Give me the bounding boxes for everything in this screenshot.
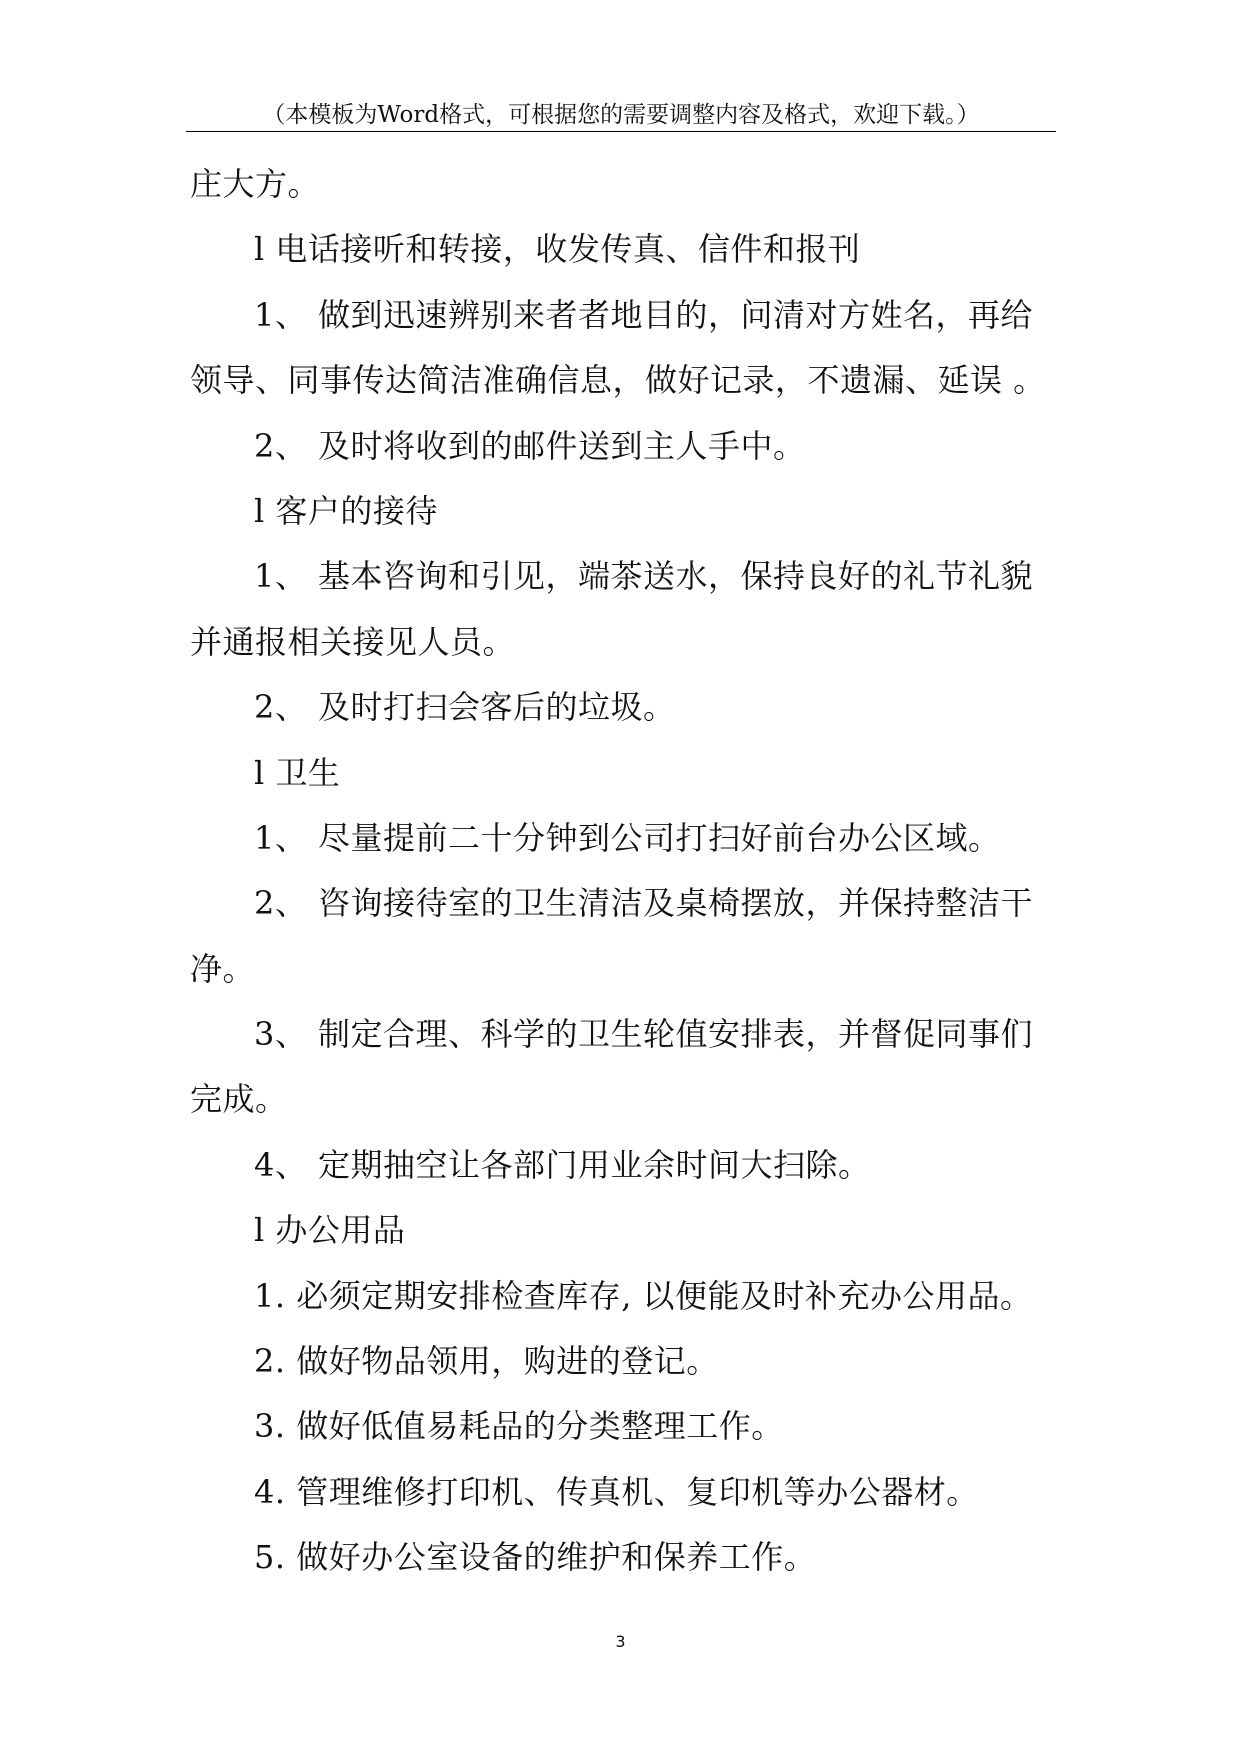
text-line: 1. 必须定期安排检查库存, 以便能及时补充办公用品。: [254, 1276, 1033, 1315]
text-line: 4. 管理维修打印机、传真机、复印机等办公器材。: [254, 1472, 979, 1511]
text-line: 完成。: [190, 1080, 288, 1119]
document-body: [190, 152, 1060, 1591]
text-line: 5. 做好办公室设备的维护和保养工作。: [254, 1538, 817, 1577]
section-heading-hygiene: l 卫生: [254, 753, 341, 792]
text-line: 1、 尽量提前二十分钟到公司打扫好前台办公区域。: [254, 818, 1001, 857]
text-line: 2、 及时打扫会客后的垃圾。: [254, 688, 676, 727]
text-line: 并通报相关接见人员。: [190, 622, 516, 661]
text-line: 庄大方。: [190, 165, 321, 203]
header-divider: [186, 131, 1056, 132]
text-line: 2、 咨询接待室的卫生清洁及桌椅摆放，并保持整洁干: [254, 884, 1034, 923]
section-heading-phone: l 电话接听和转接，收发传真、信件和报刊: [254, 230, 861, 269]
text-line: 2. 做好物品领用，购进的登记。: [254, 1342, 719, 1381]
text-line: 1、 基本咨询和引见，端茶送水，保持良好的礼节礼貌: [254, 557, 1034, 596]
text-line: 4、 定期抽空让各部门用业余时间大扫除。: [254, 1145, 871, 1184]
section-heading-reception: l 客户的接待: [254, 491, 438, 530]
text-line: 2、 及时将收到的邮件送到主人手中。: [254, 426, 806, 465]
page-number: 3: [615, 1632, 626, 1651]
page-header: （本模板为Word格式，可根据您的需要调整内容及格式，欢迎下载。）: [262, 102, 980, 128]
text-line: 净。: [190, 949, 256, 988]
text-line: 3. 做好低值易耗品的分类整理工作。: [254, 1407, 784, 1446]
text-line: 1、 做到迅速辨别来者者地目的，问清对方姓名，再给: [254, 295, 1034, 334]
text-line: 领导、同事传达简洁准确信息，做好记录，不遗漏、延误 。: [190, 361, 1046, 400]
text-line: 3、 制定合理、科学的卫生轮值安排表，并督促同事们: [254, 1015, 1034, 1054]
section-heading-office-supplies: l 办公用品: [254, 1211, 406, 1250]
